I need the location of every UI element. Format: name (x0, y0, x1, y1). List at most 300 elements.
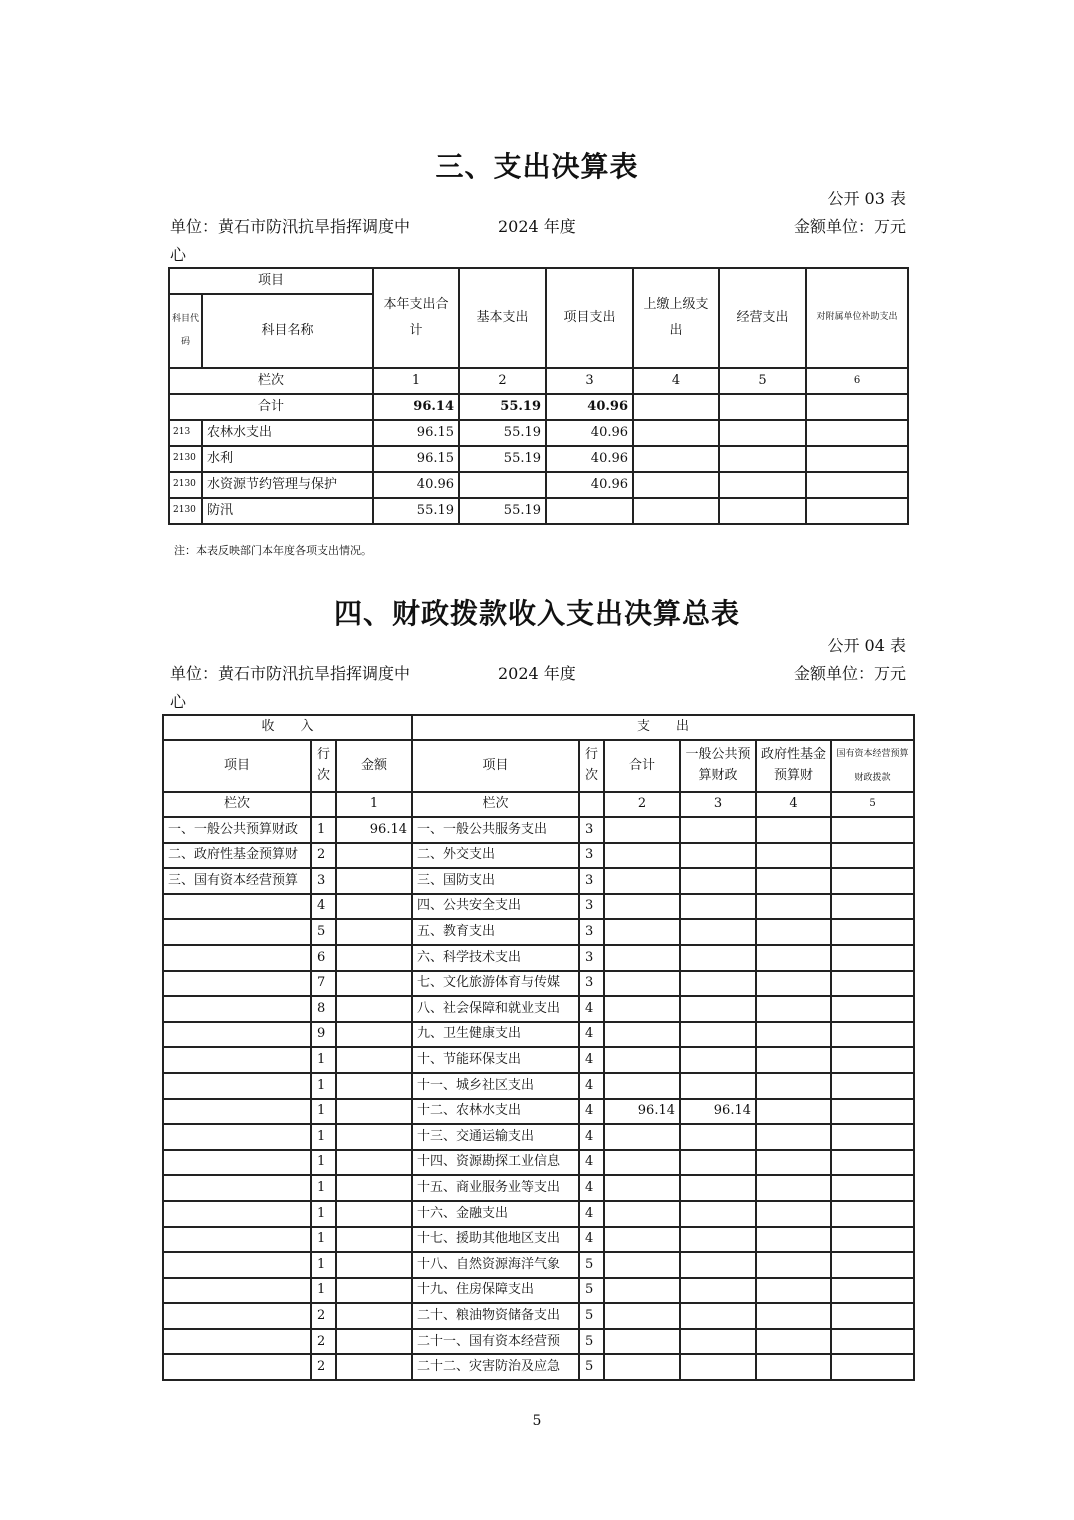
general-budget-value (680, 1227, 756, 1253)
income-item (163, 971, 311, 997)
table-row (163, 945, 914, 971)
cell-value (806, 420, 908, 446)
expense-item: 十二、农林水支出 (412, 1099, 579, 1125)
gov-fund-value (756, 1073, 831, 1099)
income-line: 1 (311, 1073, 336, 1099)
subject-name: 水利 (202, 446, 373, 472)
income-amount (336, 1354, 412, 1380)
income-item (163, 1201, 311, 1227)
income-amount (336, 1099, 412, 1125)
fiscal-income-expense-table (162, 714, 915, 1381)
expense-item: 十一、城乡社区支出 (412, 1073, 579, 1099)
general-budget-value (680, 1047, 756, 1073)
gov-fund-value (756, 894, 831, 920)
general-budget-value (680, 843, 756, 869)
total-value: 55.19 (459, 394, 546, 420)
income-line: 2 (311, 843, 336, 869)
table4-body (163, 817, 914, 1380)
income-line: 1 (311, 1124, 336, 1150)
subject-code: 2130 (169, 498, 202, 524)
expense-item: 八、社会保障和就业支出 (412, 996, 579, 1022)
income-item (163, 1047, 311, 1073)
general-budget-value (680, 1278, 756, 1304)
general-budget-value (680, 996, 756, 1022)
expense-total (604, 1278, 680, 1304)
income-line: 2 (311, 1329, 336, 1355)
header-basic-expense: 基本支出 (459, 268, 546, 368)
income-amount (336, 1022, 412, 1048)
income-amount (336, 843, 412, 869)
income-line: 3 (311, 868, 336, 894)
expense-line: 4 (579, 1073, 604, 1099)
income-item (163, 1227, 311, 1253)
expense-line: 5 (579, 1278, 604, 1304)
header-gov-fund: 政府性基金预算财 (756, 740, 831, 792)
expense-total (604, 971, 680, 997)
income-item (163, 1329, 311, 1355)
state-capital-value (831, 1124, 914, 1150)
expense-line: 3 (579, 971, 604, 997)
gov-fund-value (756, 1047, 831, 1073)
table-row (169, 498, 908, 524)
income-line: 1 (311, 1227, 336, 1253)
cell-value (633, 446, 719, 472)
header-subsidiary-subsidy: 对附属单位补助支出 (806, 268, 908, 368)
general-budget-value (680, 1124, 756, 1150)
table-row (163, 868, 914, 894)
col-index-label: 栏次 (163, 792, 311, 817)
table-row (163, 1124, 914, 1150)
expenditure-table (168, 267, 909, 525)
col-index: 3 (546, 368, 633, 394)
table3-currency-unit: 金额单位：万元 (793, 217, 906, 236)
gov-fund-value (756, 1150, 831, 1176)
income-item (163, 1252, 311, 1278)
income-item: 一、一般公共预算财政 (163, 817, 311, 843)
subject-name: 水资源节约管理与保护 (202, 472, 373, 498)
income-item (163, 1150, 311, 1176)
table-row (163, 1099, 914, 1125)
gov-fund-value (756, 1175, 831, 1201)
cell-value (546, 498, 633, 524)
table3-note: 注：本表反映部门本年度各项支出情况。 (174, 544, 372, 557)
income-line: 8 (311, 996, 336, 1022)
income-amount (336, 1150, 412, 1176)
income-amount (336, 1329, 412, 1355)
income-item (163, 1099, 311, 1125)
expense-line: 3 (579, 894, 604, 920)
cell-value: 55.19 (373, 498, 459, 524)
general-budget-value (680, 1150, 756, 1176)
total-value (806, 394, 908, 420)
expense-line: 4 (579, 1047, 604, 1073)
table-row (163, 843, 914, 869)
income-amount (336, 1047, 412, 1073)
income-amount (336, 1278, 412, 1304)
income-line: 2 (311, 1354, 336, 1380)
income-amount (336, 919, 412, 945)
income-item (163, 996, 311, 1022)
income-amount (336, 996, 412, 1022)
income-item (163, 1022, 311, 1048)
cell-value (719, 420, 806, 446)
expense-total (604, 1329, 680, 1355)
table-row (163, 817, 914, 843)
expense-line: 3 (579, 817, 604, 843)
expense-total (604, 894, 680, 920)
expense-item: 十四、资源勘探工业信息 (412, 1150, 579, 1176)
expense-item: 十九、住房保障支出 (412, 1278, 579, 1304)
table-row (163, 1175, 914, 1201)
col-index: 1 (373, 368, 459, 394)
table-row (169, 446, 908, 472)
general-budget-value (680, 971, 756, 997)
col-index: 1 (336, 792, 412, 817)
income-amount (336, 1175, 412, 1201)
cell-value: 55.19 (459, 420, 546, 446)
subject-code: 2130 (169, 446, 202, 472)
cell-value (459, 472, 546, 498)
income-amount (336, 1073, 412, 1099)
income-line: 1 (311, 1047, 336, 1073)
table3-unit-label-cont: 心 (170, 245, 187, 264)
header-general-budget: 一般公共预算财政 (680, 740, 756, 792)
income-item (163, 919, 311, 945)
state-capital-value (831, 1303, 914, 1329)
income-amount (336, 971, 412, 997)
cell-value: 40.96 (546, 472, 633, 498)
col-index-label: 栏次 (412, 792, 579, 817)
state-capital-value (831, 1329, 914, 1355)
income-line: 5 (311, 919, 336, 945)
expense-total (604, 1073, 680, 1099)
cell-value (806, 472, 908, 498)
header-project-expense: 项目支出 (546, 268, 633, 368)
state-capital-value (831, 1201, 914, 1227)
expense-line: 3 (579, 868, 604, 894)
expense-line: 4 (579, 1022, 604, 1048)
expense-item: 十五、商业服务业等支出 (412, 1175, 579, 1201)
expense-line: 4 (579, 996, 604, 1022)
table-row (163, 1303, 914, 1329)
state-capital-value (831, 868, 914, 894)
gov-fund-value (756, 843, 831, 869)
general-budget-value (680, 1073, 756, 1099)
table-row (169, 472, 908, 498)
state-capital-value (831, 1022, 914, 1048)
header-income-amount: 金额 (336, 740, 412, 792)
general-budget-value (680, 1201, 756, 1227)
expense-line: 4 (579, 1124, 604, 1150)
expense-item: 二十、粮油物资储备支出 (412, 1303, 579, 1329)
table-row (163, 1227, 914, 1253)
header-expense-item: 项目 (412, 740, 579, 792)
income-line: 1 (311, 817, 336, 843)
cell-value: 40.96 (373, 472, 459, 498)
total-value (633, 394, 719, 420)
table3-title: 三、支出决算表 (435, 150, 639, 183)
expense-item: 十七、援助其他地区支出 (412, 1227, 579, 1253)
general-budget-value (680, 1303, 756, 1329)
gov-fund-value (756, 996, 831, 1022)
state-capital-value (831, 1073, 914, 1099)
header-expense-line: 行次 (579, 740, 604, 792)
expense-total (604, 1047, 680, 1073)
state-capital-value (831, 817, 914, 843)
expense-item: 一、一般公共服务支出 (412, 817, 579, 843)
header-total-expense: 本年支出合计 (373, 268, 459, 368)
header-code: 科目代码 (169, 294, 202, 368)
subject-name: 防汛 (202, 498, 373, 524)
subject-code: 213 (169, 420, 202, 446)
expense-total (604, 868, 680, 894)
table-row (163, 996, 914, 1022)
income-line: 1 (311, 1201, 336, 1227)
expense-total (604, 996, 680, 1022)
col-index: 5 (831, 792, 914, 817)
subject-code: 2130 (169, 472, 202, 498)
col-index: 2 (604, 792, 680, 817)
table-row (163, 1047, 914, 1073)
general-budget-value: 96.14 (680, 1099, 756, 1125)
table-row (163, 1252, 914, 1278)
expense-item: 五、教育支出 (412, 919, 579, 945)
income-line: 7 (311, 971, 336, 997)
cell-value: 40.96 (546, 446, 633, 472)
table3-form-number: 公开 03 表 (827, 189, 906, 208)
gov-fund-value (756, 1278, 831, 1304)
table3-year: 2024 年度 (498, 217, 576, 236)
col-index: 4 (756, 792, 831, 817)
expense-total (604, 1303, 680, 1329)
income-line: 1 (311, 1099, 336, 1125)
income-amount (336, 1227, 412, 1253)
income-line: 4 (311, 894, 336, 920)
income-item (163, 894, 311, 920)
income-amount (336, 1124, 412, 1150)
col-index (579, 792, 604, 817)
table4-form-number: 公开 04 表 (827, 636, 906, 655)
table4-year: 2024 年度 (498, 664, 576, 683)
expense-total (604, 1227, 680, 1253)
income-item (163, 1354, 311, 1380)
header-income-line: 行次 (311, 740, 336, 792)
gov-fund-value (756, 945, 831, 971)
table3-unit-label: 单位：黄石市防汛抗旱指挥调度中 (170, 217, 411, 236)
income-line: 1 (311, 1278, 336, 1304)
table-row (163, 971, 914, 997)
income-amount (336, 945, 412, 971)
expense-line: 4 (579, 1227, 604, 1253)
general-budget-value (680, 1329, 756, 1355)
col-index: 3 (680, 792, 756, 817)
state-capital-value (831, 919, 914, 945)
gov-fund-value (756, 1227, 831, 1253)
expense-line: 4 (579, 1175, 604, 1201)
table-row (163, 919, 914, 945)
income-line: 9 (311, 1022, 336, 1048)
income-item (163, 1278, 311, 1304)
col-index: 4 (633, 368, 719, 394)
table4-title: 四、财政拨款收入支出决算总表 (333, 597, 740, 630)
expense-total (604, 1175, 680, 1201)
col-index-row (169, 368, 908, 394)
table-row (163, 1022, 914, 1048)
header-name: 科目名称 (202, 294, 373, 368)
state-capital-value (831, 1175, 914, 1201)
cell-value: 96.15 (373, 446, 459, 472)
state-capital-value (831, 996, 914, 1022)
cell-value: 55.19 (459, 446, 546, 472)
expense-line: 4 (579, 1201, 604, 1227)
income-item (163, 1175, 311, 1201)
cell-value (719, 472, 806, 498)
table-row (169, 420, 908, 446)
subject-name: 农林水支出 (202, 420, 373, 446)
gov-fund-value (756, 1354, 831, 1380)
income-line: 6 (311, 945, 336, 971)
cell-value: 40.96 (546, 420, 633, 446)
expense-item: 二、外交支出 (412, 843, 579, 869)
expense-total (604, 945, 680, 971)
state-capital-value (831, 1099, 914, 1125)
header-state-capital: 国有资本经营预算财政拨款 (831, 740, 914, 792)
cell-value (719, 498, 806, 524)
income-item: 三、国有资本经营预算 (163, 868, 311, 894)
expense-line: 5 (579, 1252, 604, 1278)
income-item: 二、政府性基金预算财 (163, 843, 311, 869)
table-row (163, 894, 914, 920)
state-capital-value (831, 1278, 914, 1304)
expense-total (604, 1354, 680, 1380)
table-row (163, 1201, 914, 1227)
gov-fund-value (756, 919, 831, 945)
state-capital-value (831, 1047, 914, 1073)
cell-value (633, 420, 719, 446)
income-amount: 96.14 (336, 817, 412, 843)
total-row (169, 394, 908, 420)
expense-line: 3 (579, 843, 604, 869)
state-capital-value (831, 843, 914, 869)
income-line: 1 (311, 1175, 336, 1201)
expense-item: 四、公共安全支出 (412, 894, 579, 920)
col-index: 2 (459, 368, 546, 394)
header-total: 合计 (604, 740, 680, 792)
state-capital-value (831, 1150, 914, 1176)
expense-line: 5 (579, 1329, 604, 1355)
expense-item: 六、科学技术支出 (412, 945, 579, 971)
income-line: 1 (311, 1252, 336, 1278)
expense-item: 二十二、灾害防治及应急 (412, 1354, 579, 1380)
expense-line: 4 (579, 1150, 604, 1176)
col-index: 5 (719, 368, 806, 394)
gov-fund-value (756, 1329, 831, 1355)
income-item (163, 1073, 311, 1099)
income-amount (336, 1303, 412, 1329)
general-budget-value (680, 1022, 756, 1048)
total-value: 96.14 (373, 394, 459, 420)
expense-item: 三、国防支出 (412, 868, 579, 894)
expense-line: 5 (579, 1354, 604, 1380)
state-capital-value (831, 971, 914, 997)
income-item (163, 1303, 311, 1329)
header-income-item: 项目 (163, 740, 311, 792)
state-capital-value (831, 894, 914, 920)
expense-total (604, 1252, 680, 1278)
income-amount (336, 894, 412, 920)
income-line: 1 (311, 1150, 336, 1176)
table-row (163, 1073, 914, 1099)
cell-value (633, 498, 719, 524)
expense-total (604, 1150, 680, 1176)
gov-fund-value (756, 1022, 831, 1048)
total-value (719, 394, 806, 420)
state-capital-value (831, 1252, 914, 1278)
income-amount (336, 1252, 412, 1278)
state-capital-value (831, 1227, 914, 1253)
expense-item: 七、文化旅游体育与传媒 (412, 971, 579, 997)
expense-item: 十八、自然资源海洋气象 (412, 1252, 579, 1278)
header-item-group: 项目 (169, 268, 373, 294)
expense-total (604, 817, 680, 843)
income-amount (336, 868, 412, 894)
gov-fund-value (756, 1099, 831, 1125)
expense-item: 二十一、国有资本经营预 (412, 1329, 579, 1355)
cell-value: 55.19 (459, 498, 546, 524)
col-index-row (163, 792, 914, 817)
col-index: 6 (806, 368, 908, 394)
total-value: 40.96 (546, 394, 633, 420)
table-row (163, 1329, 914, 1355)
state-capital-value (831, 1354, 914, 1380)
general-budget-value (680, 919, 756, 945)
expense-line: 4 (579, 1099, 604, 1125)
expense-total (604, 1124, 680, 1150)
income-item (163, 1124, 311, 1150)
expense-item: 十六、金融支出 (412, 1201, 579, 1227)
expense-total (604, 843, 680, 869)
col-index (311, 792, 336, 817)
expense-line: 3 (579, 919, 604, 945)
header-upper-remit: 上缴上级支出 (633, 268, 719, 368)
income-amount (336, 1201, 412, 1227)
income-line: 2 (311, 1303, 336, 1329)
general-budget-value (680, 817, 756, 843)
expense-line: 3 (579, 945, 604, 971)
cell-value: 96.15 (373, 420, 459, 446)
header-operating-expense: 经营支出 (719, 268, 806, 368)
table-row (163, 1354, 914, 1380)
gov-fund-value (756, 1252, 831, 1278)
table-row (163, 1278, 914, 1304)
expense-total (604, 1022, 680, 1048)
table-row (163, 1150, 914, 1176)
table4-unit-label: 单位：黄石市防汛抗旱指挥调度中 (170, 664, 411, 683)
header-expense: 支 出 (412, 715, 914, 740)
general-budget-value (680, 894, 756, 920)
gov-fund-value (756, 971, 831, 997)
gov-fund-value (756, 817, 831, 843)
expense-item: 九、卫生健康支出 (412, 1022, 579, 1048)
general-budget-value (680, 1175, 756, 1201)
total-label: 合计 (169, 394, 373, 420)
expense-total: 96.14 (604, 1099, 680, 1125)
expense-total (604, 1201, 680, 1227)
page-number: 5 (532, 1413, 542, 1429)
state-capital-value (831, 945, 914, 971)
gov-fund-value (756, 1124, 831, 1150)
expense-item: 十、节能环保支出 (412, 1047, 579, 1073)
